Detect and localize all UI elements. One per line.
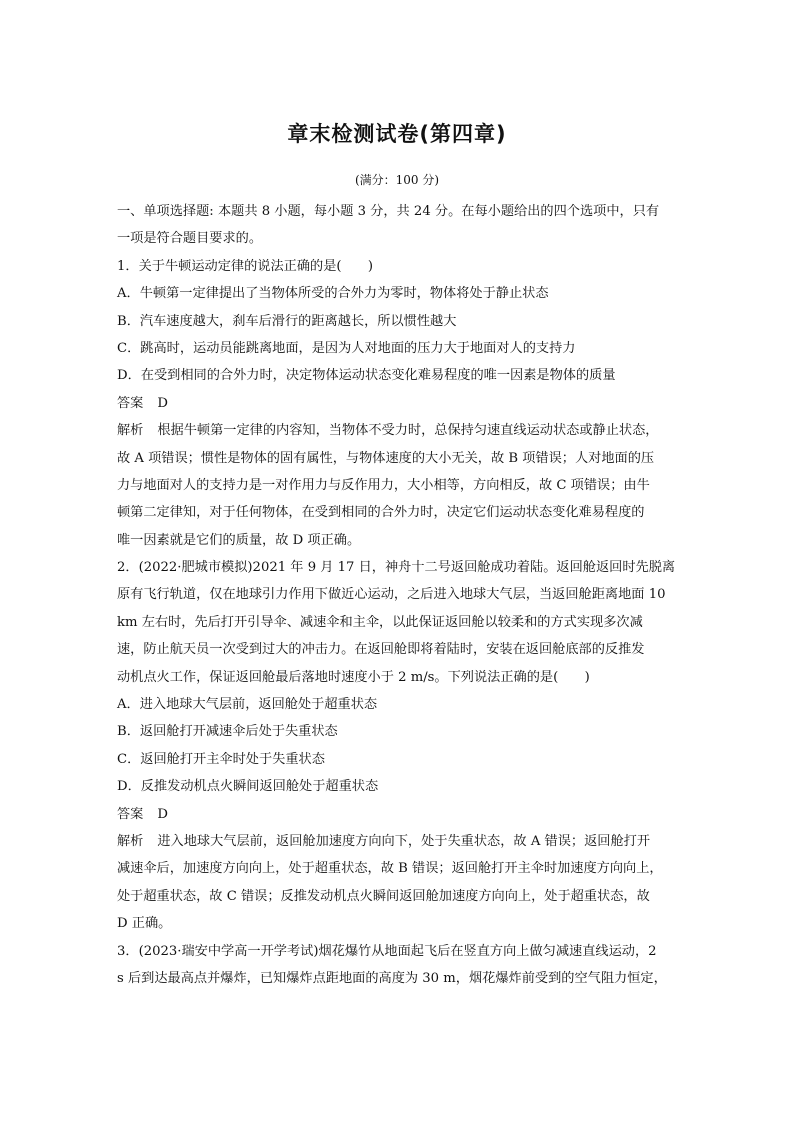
option-d: D．在受到相同的合外力时，决定物体运动状态变化难易程度的唯一因素是物体的质量: [117, 368, 616, 384]
option-b: B．返回舱打开减速伞后处于失重状态: [117, 724, 338, 740]
analysis-line: 故 A 项错误；惯性是物体的固有属性，与物体速度的大小无关，故 B 项错误；人对地面的压: [117, 450, 655, 466]
question-stem-line: 速，防止航天员一次受到过大的冲击力。在返回舱即将着陆时，安装在返回舱底部的反推发: [117, 642, 645, 658]
section-intro-line: 一项是符合题目要求的。: [117, 231, 263, 247]
option-d: D．反推发动机点火瞬间返回舱处于超重状态: [117, 779, 379, 795]
page-title: 章末检测试卷(第四章): [287, 122, 507, 146]
answer-value: D: [157, 806, 168, 822]
option-c: C．返回舱打开主伞时处于失重状态: [117, 751, 325, 767]
analysis-line: [117, 828, 679, 855]
section-intro: [117, 198, 679, 253]
question-2: [117, 554, 679, 937]
answer-row: [117, 390, 679, 417]
analysis-line: 处于超重状态，故 C 错误；反推发动机点火瞬间返回舱加速度方向向上，处于超重状态，故: [117, 888, 650, 904]
answer-row: [117, 801, 679, 828]
analysis-text: 根据牛顿第一定律的内容知，当物体不受力时，总保持匀速直线运动状态或静止状态，: [157, 423, 659, 439]
question-stem-line: 原有飞行轨道，仅在地球引力作用下做近心运动，之后进入地球大气层，当返回舱距离地面 10: [117, 587, 666, 603]
question-stem-line: s 后到达最高点并爆炸，已知爆炸点距地面的高度为 30 m，烟花爆炸前受到的空气阻力恒定，: [117, 970, 667, 986]
score-note: (满分：100 分): [354, 173, 440, 187]
question-3: [117, 938, 679, 993]
answer-value: D: [157, 395, 168, 411]
analysis-label: 解析: [117, 833, 144, 849]
question-stem-line: km 左右时，先后打开引导伞、减速伞和主伞，以此保证返回舱以较柔和的方式实现多次减: [117, 614, 643, 630]
analysis-text: 进入地球大气层前，返回舱加速度方向向下，处于失重状态，故 A 错误；返回舱打开: [157, 833, 651, 849]
analysis-line: 唯一因素就是它们的质量，故 D 项正确。: [117, 532, 361, 548]
option-c: C．跳高时，运动员能跳离地面，是因为人对地面的压力大于地面对人的支持力: [117, 340, 576, 356]
question-stem-line: 2．(2022·肥城市模拟)2021 年 9 月 17 日，神舟十二号返回舱成功着陆。返回舱返回时先脱离: [117, 560, 676, 576]
document-body: [117, 198, 679, 992]
analysis-label: 解析: [117, 423, 144, 439]
analysis-line: 顿第二定律知，对于任何物体，在受到相同的合外力时，决定它们运动状态变化难易程度的: [117, 505, 645, 521]
question-stem-line: 动机点火工作，保证返回舱最后落地时速度小于 2 m/s。下列说法正确的是( ): [117, 669, 590, 685]
analysis-line: [117, 417, 679, 444]
question-stem: 1．关于牛顿运动定律的说法正确的是( ): [117, 258, 374, 274]
analysis-line: 减速伞后，加速度方向向上，处于超重状态，故 B 错误；返回舱打开主伞时加速度方向向上，: [117, 861, 663, 877]
option-b: B．汽车速度越大，刹车后滑行的距离越长，所以惯性越大: [117, 313, 457, 329]
analysis-line: D 正确。: [117, 916, 172, 932]
question-stem-line: 3．(2023·瑞安中学高一开学考试)烟花爆竹从地面起飞后在竖直方向上做匀减速直线运动，2: [117, 943, 657, 959]
answer-label: 答案: [117, 395, 144, 411]
analysis-line: 力与地面对人的支持力是一对作用力与反作用力，大小相等，方向相反，故 C 项错误；由牛: [117, 477, 650, 493]
answer-label: 答案: [117, 806, 144, 822]
option-a: A．进入地球大气层前，返回舱处于超重状态: [117, 697, 378, 713]
section-intro-line: 一、单项选择题: 本题共 8 小题，每小题 3 分，共 24 分。在每小题给出的四个选项中，只有: [117, 204, 660, 219]
question-1: [117, 253, 679, 554]
option-a: A．牛顿第一定律提出了当物体所受的合外力为零时，物体将处于静止状态: [117, 286, 549, 302]
